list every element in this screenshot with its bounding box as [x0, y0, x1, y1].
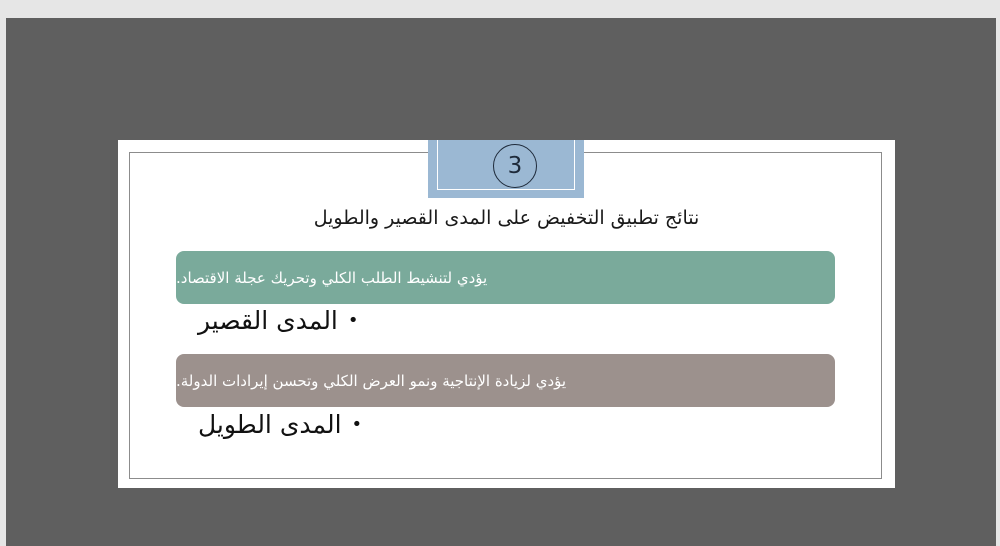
bullet-icon: • — [347, 310, 359, 331]
short-term-heading — [198, 306, 359, 335]
long-term-box — [176, 354, 835, 407]
slide-title: نتائج تطبيق التخفيض على المدى القصير والطويل — [313, 207, 700, 229]
slide-number-tab — [428, 140, 584, 198]
short-term-heading-text: المدى القصير — [198, 306, 338, 335]
long-term-heading — [198, 410, 362, 439]
slide-number-tab-frame — [437, 140, 575, 190]
long-term-box-text: يؤدي لزيادة الإنتاجية ونمو العرض الكلي وتحسن إيرادات الدولة. — [176, 371, 567, 390]
long-term-heading-text: المدى الطويل — [198, 410, 342, 439]
slide[interactable] — [118, 140, 895, 488]
slide-number-circle: 3 — [493, 144, 537, 188]
bullet-icon: • — [351, 414, 363, 435]
slide-viewport — [6, 18, 996, 546]
short-term-box — [176, 251, 835, 304]
short-term-box-text: يؤدي لتنشيط الطلب الكلي وتحريك عجلة الاقتصاد. — [176, 268, 488, 287]
